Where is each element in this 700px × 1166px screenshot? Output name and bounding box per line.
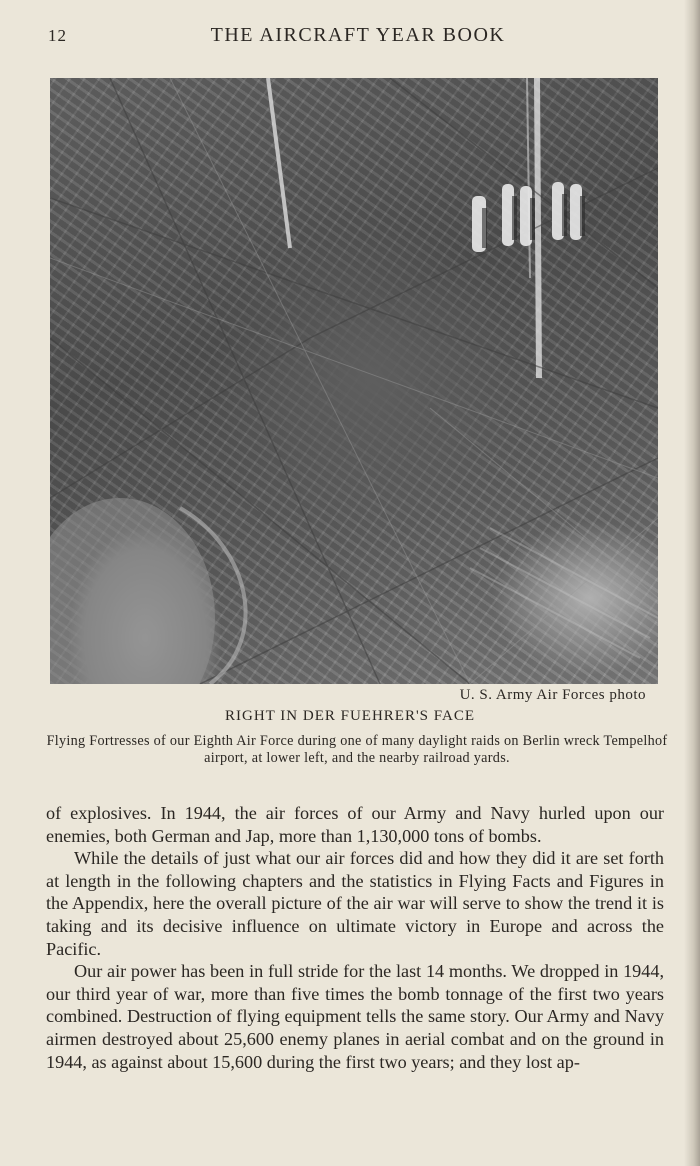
paragraph: Our air power has been in full stride for the last 14 months. We dropped in 1944, our third year of war, more than five times the bomb tonnage of the first two years combined. Destruction of flying equipment tells the same story. Our Army and Navy airmen destroyed about 25,600 enemy planes in aerial combat and on the ground in 1944, as against about 15,600 during the first two years; and they lost ap- <box>46 961 664 1072</box>
page-header <box>48 24 668 50</box>
page-edge-shadow <box>684 0 700 1166</box>
body-text <box>46 802 664 1073</box>
aerial-photo <box>50 78 658 684</box>
paragraph: of explosives. In 1944, the air forces of our Army and Navy hurled upon our enemies, both German and Jap, more than 1,130,000 tons of bombs. <box>46 803 664 846</box>
photo-credit: U. S. Army Air Forces photo <box>459 687 646 703</box>
caption-text: Flying Fortresses of our Eighth Air Force during one of many daylight raids on Berlin wreck Tempelhof airport, at lower left, and the nearby railroad yards. <box>46 733 668 766</box>
page-number: 12 <box>48 26 67 45</box>
aerial-photo-art <box>50 78 658 684</box>
caption-title: RIGHT IN DER FUEHRER'S FACE <box>224 708 475 724</box>
running-head: THE AIRCRAFT YEAR BOOK <box>210 24 506 46</box>
paragraph: While the details of just what our air forces did and how they did it are set forth at length in the following chapters and the statistics in Flying Facts and Figures in the Appendix, here the overall picture of the air war will serve to show the trend it is taking and its decisive influence on ultimate victory in Europe and across the Pacific. <box>46 848 664 959</box>
